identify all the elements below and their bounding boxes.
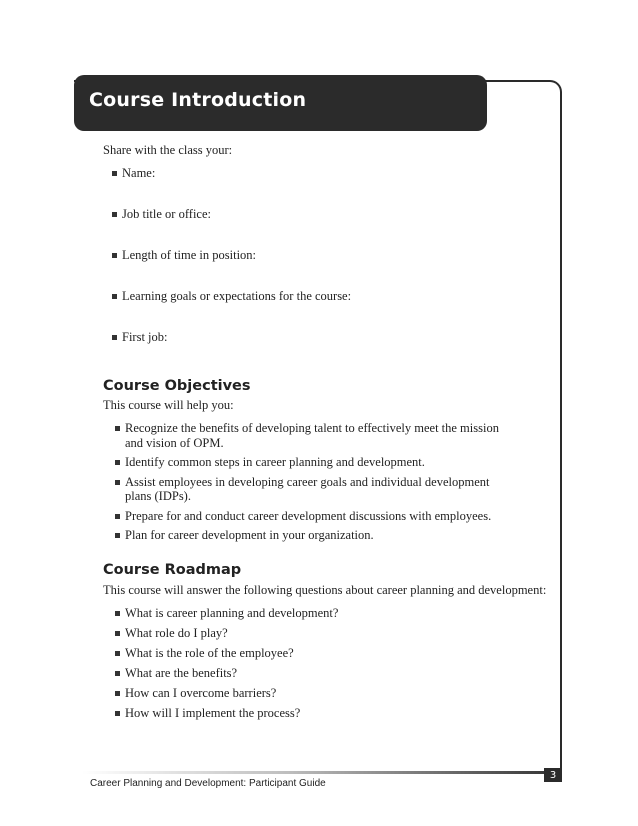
roadmap-question: What role do I play? bbox=[125, 626, 228, 640]
list-item bbox=[115, 475, 545, 504]
footer-divider bbox=[82, 771, 544, 774]
square-bullet-icon bbox=[112, 171, 117, 176]
list-item bbox=[115, 706, 545, 726]
square-bullet-icon bbox=[115, 691, 120, 696]
square-bullet-icon bbox=[112, 294, 117, 299]
intro-prompt-list bbox=[112, 166, 351, 371]
list-item bbox=[115, 455, 545, 470]
objective-text: Identify common steps in career planning and development. bbox=[125, 455, 425, 469]
list-item bbox=[115, 606, 545, 626]
intro-lead-text: Share with the class your: bbox=[103, 143, 233, 157]
list-item bbox=[115, 666, 545, 686]
list-item bbox=[112, 166, 351, 207]
objectives-lead-text: This course will help you: bbox=[103, 398, 234, 412]
square-bullet-icon bbox=[115, 651, 120, 656]
section-header-bar bbox=[74, 75, 487, 131]
square-bullet-icon bbox=[112, 253, 117, 258]
objective-text: Recognize the benefits of developing talent to effectively meet the mission and vision of OPM. bbox=[125, 421, 499, 450]
roadmap-list bbox=[115, 606, 545, 726]
roadmap-question: What is career planning and development? bbox=[125, 606, 339, 620]
square-bullet-icon bbox=[112, 212, 117, 217]
list-item bbox=[115, 626, 545, 646]
page-number: 3 bbox=[544, 768, 562, 782]
list-item bbox=[115, 686, 545, 706]
footer-guide-title: Career Planning and Development: Participant Guide bbox=[90, 778, 326, 789]
square-bullet-icon bbox=[115, 514, 120, 519]
prompt-label: Length of time in position: bbox=[122, 248, 257, 262]
list-item bbox=[112, 248, 351, 289]
prompt-label: Name: bbox=[122, 166, 156, 180]
square-bullet-icon bbox=[112, 335, 117, 340]
list-item bbox=[115, 646, 545, 666]
roadmap-heading: Course Roadmap bbox=[103, 562, 242, 578]
square-bullet-icon bbox=[115, 426, 120, 431]
prompt-label: Job title or office: bbox=[122, 207, 211, 221]
roadmap-lead-text: This course will answer the following questions about career planning and development: bbox=[103, 583, 547, 597]
square-bullet-icon bbox=[115, 711, 120, 716]
objectives-list bbox=[115, 421, 545, 548]
square-bullet-icon bbox=[115, 533, 120, 538]
square-bullet-icon bbox=[115, 631, 120, 636]
list-item bbox=[115, 528, 545, 543]
page-title: Course Introduction bbox=[89, 89, 307, 111]
list-item bbox=[112, 289, 351, 330]
roadmap-question: How can I overcome barriers? bbox=[125, 686, 277, 700]
objective-text: Plan for career development in your organization. bbox=[125, 528, 374, 542]
square-bullet-icon bbox=[115, 611, 120, 616]
square-bullet-icon bbox=[115, 480, 120, 485]
list-item bbox=[115, 421, 545, 450]
objective-text: Assist employees in developing career goals and individual development plans (IDPs). bbox=[125, 474, 490, 503]
list-item bbox=[112, 330, 351, 371]
prompt-label: First job: bbox=[122, 330, 168, 344]
roadmap-question: What is the role of the employee? bbox=[125, 646, 294, 660]
prompt-label: Learning goals or expectations for the course: bbox=[122, 289, 352, 303]
square-bullet-icon bbox=[115, 460, 120, 465]
objective-text: Prepare for and conduct career development discussions with employees. bbox=[125, 508, 492, 523]
list-item bbox=[115, 509, 545, 524]
square-bullet-icon bbox=[115, 671, 120, 676]
roadmap-question: What are the benefits? bbox=[125, 666, 238, 680]
list-item bbox=[112, 207, 351, 248]
objectives-heading: Course Objectives bbox=[103, 378, 251, 394]
roadmap-question: How will I implement the process? bbox=[125, 706, 301, 720]
